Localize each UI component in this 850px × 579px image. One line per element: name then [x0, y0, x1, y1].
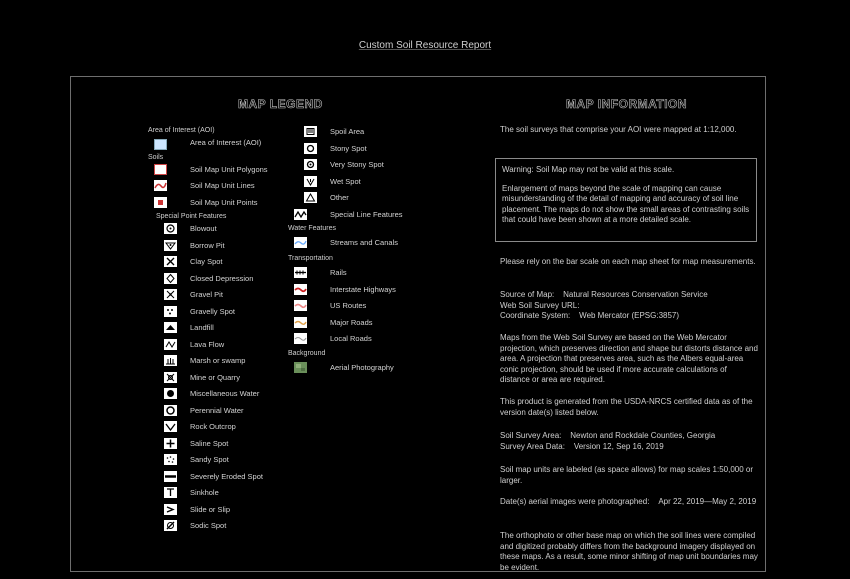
legend-row: [288, 317, 428, 334]
sodic-spot-icon: [164, 520, 177, 531]
gravel-pit-icon: [164, 289, 177, 300]
legend-row: [148, 180, 288, 197]
gravelly-spot-icon: [164, 306, 177, 317]
projection-text: Maps from the Web Soil Survey are based on the Web Mercator projection, which preserves direction and shape but distorts distance and area. A projection that preserves area, such as the Albers equal-area conic projection, should be used if more accurate calculations of distance or area are required.: [500, 333, 758, 385]
legend-label: Sandy Spot: [190, 455, 229, 464]
legend-label: Perennial Water: [190, 405, 244, 415]
legend-row: [148, 137, 288, 154]
legend-row: [288, 159, 428, 176]
legend-row: [148, 454, 288, 471]
map-legend-heading: MAP LEGEND: [238, 97, 323, 111]
special-line-icon: [294, 209, 307, 220]
legend-label: Other: [330, 193, 349, 202]
closed-depression-icon: [164, 273, 177, 284]
clay-spot-icon: [164, 256, 177, 267]
legend-row: [288, 192, 428, 209]
coordinate-label: Coordinate System:: [500, 311, 571, 321]
sinkhole-icon: [164, 487, 177, 498]
sandy-spot-icon: [164, 454, 177, 465]
legend-row: [148, 339, 288, 356]
report-title: Custom Soil Resource Report: [358, 40, 492, 51]
source-label: Source of Map:: [500, 290, 555, 299]
warning-text: Warning: Soil Map may not be valid at this scale.: [502, 165, 675, 174]
aerial-date-block: [500, 497, 758, 508]
mine-quarry-icon: [164, 372, 177, 383]
legend-label: Landfill: [190, 323, 214, 332]
rock-outcrop-icon: [164, 421, 177, 432]
group-label-background: Background: [288, 349, 326, 357]
slide-slip-icon: [164, 504, 177, 515]
stony-spot-icon: [304, 143, 317, 154]
legend-label: US Routes: [330, 301, 367, 310]
soil-polygon-icon: [154, 164, 167, 175]
legend-label: Sinkhole: [190, 488, 219, 497]
legend-column-2: [288, 126, 428, 378]
legend-label: Streams and Canals: [330, 238, 398, 247]
legend-label: Borrow Pit: [190, 240, 225, 250]
legend-row: [148, 487, 288, 504]
legend-row: [148, 273, 288, 290]
aerial-date-label: Date(s) aerial images were photographed:: [500, 497, 650, 506]
coordinate-value: Web Mercator (EPSG:3857): [579, 311, 680, 321]
legend-label: Spoil Area: [330, 127, 365, 136]
legend-row: [288, 333, 428, 350]
legend-label: Closed Depression: [190, 273, 254, 283]
interstate-icon: [294, 284, 307, 295]
wet-spot-icon: [304, 176, 317, 187]
survey-date-label: Survey Area Data:: [500, 441, 565, 451]
group-label-water: Water Features: [288, 225, 336, 232]
legend-row: [288, 237, 428, 255]
legend-row: [148, 471, 288, 488]
legend-row: [148, 289, 288, 306]
spoil-area-icon: [304, 126, 317, 137]
legend-label: Soil Map Unit Points: [190, 197, 258, 207]
borrow-pit-icon: [164, 240, 177, 251]
misc-water-icon: [164, 388, 177, 399]
enlargement-text: Enlargement of maps beyond the scale of mapping can cause misunderstanding of the detail of mapping and accuracy of soil line placement. The maps do not show the small areas of contrasting soils that could have been shown at a more detailed scale.: [502, 183, 750, 225]
perennial-water-icon: [164, 405, 177, 416]
group-label-special-points: Special Point Features: [156, 213, 227, 220]
legend-row: [148, 520, 288, 537]
landfill-icon: [164, 322, 177, 333]
legend-row: [148, 240, 288, 257]
legend-column-1: [148, 127, 288, 537]
group-label-transportation: Transportation: [288, 255, 333, 262]
legend-label: Wet Spot: [330, 176, 361, 186]
group-label-soils: Soils: [148, 153, 164, 161]
map-information-heading: MAP INFORMATION: [566, 97, 688, 111]
survey-area-block: [500, 431, 758, 452]
legend-label: Major Roads: [330, 317, 373, 327]
survey-area-label: Soil Survey Area:: [500, 431, 562, 440]
blowout-icon: [164, 223, 177, 234]
legend-label: Miscellaneous Water: [190, 389, 260, 398]
legend-label: Mine or Quarry: [190, 372, 241, 382]
legend-label: Local Roads: [330, 334, 372, 343]
legend-label: Rock Outcrop: [190, 422, 236, 431]
legend-row: [288, 362, 428, 379]
legend-row: [148, 164, 288, 181]
legend-label: Soil Map Unit Lines: [190, 181, 255, 190]
legend-label: Lava Flow: [190, 339, 225, 349]
legend-label: Gravel Pit: [190, 290, 223, 299]
very-stony-spot-icon: [304, 159, 317, 170]
legend-row: [288, 267, 428, 284]
aoi-polygon-icon: [154, 139, 167, 150]
survey-area-value: Newton and Rockdale Counties, Georgia: [570, 431, 716, 440]
soil-line-icon: [154, 180, 167, 191]
us-route-icon: [294, 300, 307, 311]
aerial-date-value: Apr 22, 2019—May 2, 2019: [658, 497, 757, 506]
major-road-icon: [294, 317, 307, 328]
legend-row: [148, 388, 288, 405]
legend-label: Severely Eroded Spot: [190, 471, 263, 481]
legend-label: Area of Interest (AOI): [190, 138, 262, 147]
soil-point-icon: [154, 197, 167, 208]
aerial-photo-icon: [294, 362, 307, 373]
legend-row: [148, 322, 288, 339]
special-point-list-2: [288, 126, 428, 225]
info-scale-text: The soil surveys that comprise your AOI were mapped at 1:12,000.: [500, 125, 737, 134]
legend-label: Slide or Slip: [190, 504, 231, 514]
legend-row: [148, 197, 288, 214]
legend-row: [148, 421, 288, 438]
marsh-icon: [164, 355, 177, 366]
source-value: Natural Resources Conservation Service: [563, 290, 708, 299]
legend-label: Rails: [330, 268, 347, 277]
map-units-label-text: Soil map units are labeled (as space allows) for map scales 1:50,000 or larger.: [500, 465, 754, 485]
legend-row: [148, 256, 288, 273]
legend-label: Stony Spot: [330, 143, 367, 153]
legend-row: [148, 405, 288, 422]
legend-row: [148, 504, 288, 521]
source-block: [500, 290, 758, 322]
local-road-icon: [294, 333, 307, 344]
eroded-spot-icon: [164, 471, 177, 482]
legend-label: Interstate Highways: [330, 284, 396, 294]
legend-label: Aerial Photography: [330, 362, 394, 372]
survey-date-value: Version 12, Sep 16, 2019: [573, 441, 664, 451]
legend-label: Blowout: [190, 224, 217, 233]
legend-row: [148, 355, 288, 372]
other-icon: [304, 192, 317, 203]
legend-row: [288, 143, 428, 160]
legend-label: Gravelly Spot: [190, 306, 236, 316]
legend-label: Soil Map Unit Polygons: [190, 164, 268, 174]
lava-flow-icon: [164, 339, 177, 350]
legend-row: [288, 209, 428, 226]
orthophoto-text: The orthophoto or other base map on which the soil lines were compiled and digitized probably differs from the background imagery displayed on these maps. As a result, some minor shifting of map unit boundaries may be evident.: [500, 531, 758, 572]
legend-label: Marsh or swamp: [190, 356, 246, 365]
stream-icon: [294, 237, 307, 248]
legend-row: [288, 284, 428, 301]
legend-row: [148, 223, 288, 240]
wss-url-label: Web Soil Survey URL:: [500, 300, 580, 310]
warning-box: [495, 158, 757, 242]
rails-icon: [294, 267, 307, 278]
legend-row: [148, 372, 288, 389]
legend-row: [148, 306, 288, 323]
legend-row: [148, 438, 288, 455]
legend-row: [288, 176, 428, 193]
legend-label: Clay Spot: [190, 257, 223, 266]
legend-row: [288, 300, 428, 317]
certified-data-text: This product is generated from the USDA-NRCS certified data as of the version date(s) listed below.: [500, 397, 753, 417]
legend-label: Very Stony Spot: [330, 160, 384, 169]
group-label-aoi: Area of Interest (AOI): [148, 127, 215, 134]
bar-scale-note: Please rely on the bar scale on each map sheet for map measurements.: [500, 257, 756, 266]
legend-label: Special Line Features: [330, 209, 403, 219]
special-point-list: [148, 223, 288, 537]
transportation-list: [288, 267, 428, 350]
saline-spot-icon: [164, 438, 177, 449]
legend-row: [288, 126, 428, 143]
legend-label: Saline Spot: [190, 438, 229, 448]
legend-label: Sodic Spot: [190, 521, 227, 530]
